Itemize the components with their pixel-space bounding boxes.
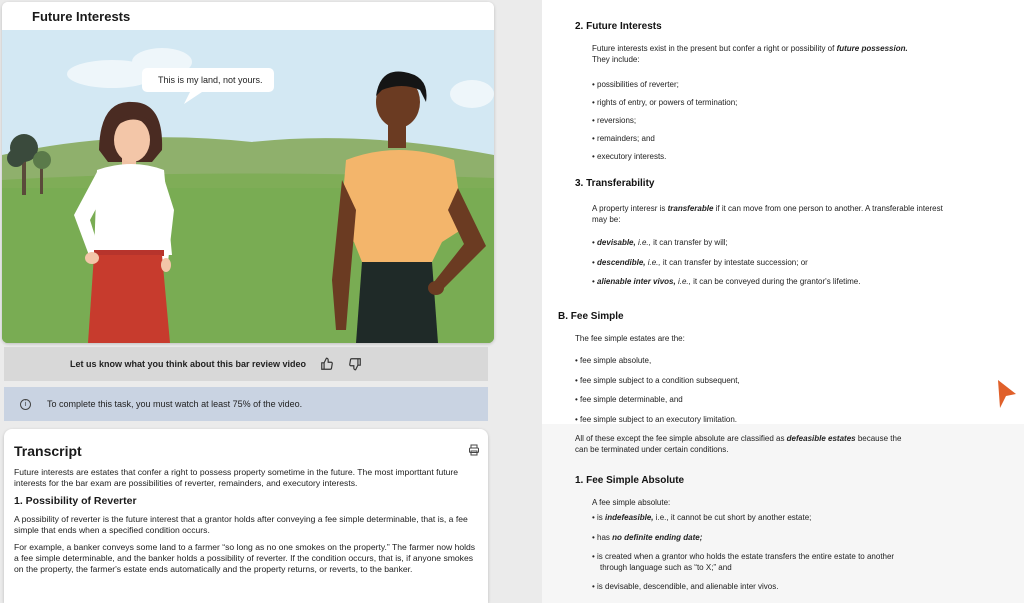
feedback-text: Let us know what you think about this bar review video [70, 359, 307, 369]
info-bar [4, 387, 488, 421]
section-paragraph: A fee simple absolute: [592, 498, 671, 507]
section-title: 1. Fee Simple Absolute [575, 475, 685, 486]
list-item: • remainders; and [592, 134, 655, 143]
outline-document [542, 0, 1024, 603]
list-item: • descendible, i.e., it can transfer by intestate succession; or [592, 258, 808, 267]
section-paragraph: can be terminated under certain conditions. [575, 445, 729, 454]
list-item: • possibilities of reverter; [592, 80, 679, 89]
info-text: To complete this task, you must watch at least 75% of the video. [47, 399, 303, 409]
list-item: • fee simple subject to an executory limitation. [575, 415, 737, 424]
transcript-paragraph: For example, a banker conveys some land to a farmer “so long as no one smokes on the property.” The farmer now holds a fee simple determinable, and the banker holds a possibility of reverter. If the condition occurs, that is, if anyone smokes on the property, the farmer's estate ends automatically and the property returns, or reverts, to the banker. [14, 542, 476, 574]
cursor-icon [994, 376, 1020, 412]
video-title: Future Interests [2, 2, 494, 30]
list-item: • devisable, i.e., it can transfer by will; [592, 238, 728, 247]
section-paragraph: They include: [592, 55, 640, 64]
speech-bubble-text: This is my land, not yours. [158, 75, 263, 85]
list-item: • fee simple absolute, [575, 356, 651, 365]
transcript-paragraph: A possibility of reverter is the future interest that a grantor holds after conveying a fee simple determinable, that is, a fee simple that ends when a specified condition occurs. [14, 514, 468, 535]
print-icon[interactable] [468, 443, 480, 461]
thumbs-up-icon[interactable] [320, 357, 334, 371]
section-paragraph: The fee simple estates are the: [575, 334, 685, 343]
section-title: 2. Future Interests [575, 21, 662, 32]
section-paragraph: Future interests exist in the present but confer a right or possibility of future possession. [592, 44, 908, 53]
section-title: 3. Transferability [575, 178, 655, 189]
info-icon: i [20, 399, 31, 410]
feedback-bar [4, 347, 488, 381]
transcript-panel [4, 429, 488, 603]
section-paragraph: may be: [592, 215, 621, 224]
list-item: • has no definite ending date; [592, 533, 702, 542]
transcript-heading: 1. Possibility of Reverter [14, 495, 137, 507]
transcript-title: Transcript [14, 443, 82, 459]
list-item: • alienable inter vivos, i.e., it can be conveyed during the grantor's lifetime. [592, 277, 860, 286]
list-item: • rights of entry, or powers of termination; [592, 98, 737, 107]
list-item: • reversions; [592, 116, 636, 125]
video-scene[interactable] [2, 30, 494, 343]
list-item: • is devisable, descendible, and alienable inter vivos. [592, 582, 778, 591]
list-item-continuation: through language such as “to X;” and [600, 563, 732, 572]
thumbs-down-icon[interactable] [348, 357, 362, 371]
list-item: • fee simple subject to a condition subsequent, [575, 376, 740, 385]
video-player[interactable] [2, 2, 494, 343]
list-item: • fee simple determinable, and [575, 395, 683, 404]
section-paragraph: A property interesr is transferable if it can move from one person to another. A transferable interest [592, 204, 943, 213]
section-paragraph: All of these except the fee simple absolute are classified as defeasible estates because the [575, 434, 902, 443]
list-item: • executory interests. [592, 152, 666, 161]
transcript-paragraph: Future interests are estates that confer a right to possess property sometime in the future. The most importtant future interests for the bar exam are possibilities of reverter, remainders, and executory interests. [14, 467, 459, 488]
section-title: B. Fee Simple [558, 311, 624, 322]
list-item: • is created when a grantor who holds the estate transfers the entire estate to another [592, 552, 894, 561]
left-panel [0, 0, 497, 603]
list-item: • is indefeasible, i.e., it cannot be cut short by another estate; [592, 513, 811, 522]
